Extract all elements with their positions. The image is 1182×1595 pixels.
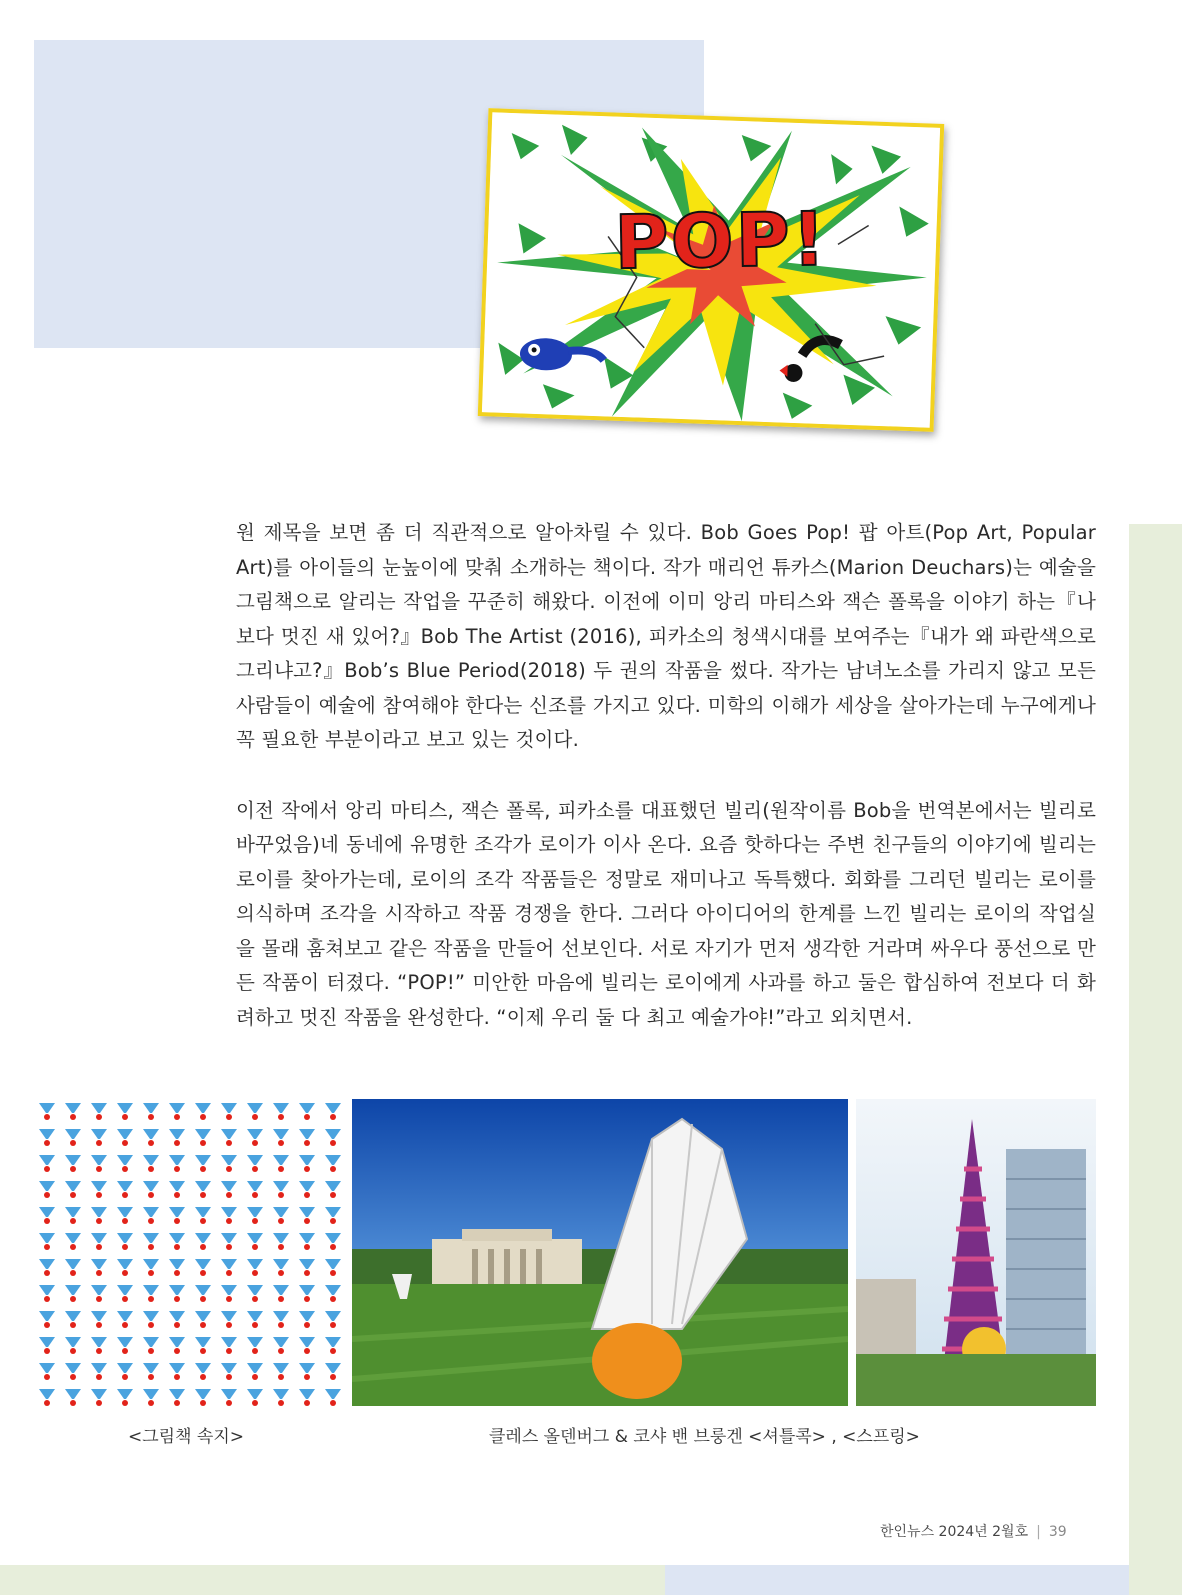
decorative-bottom-blue-band bbox=[665, 1565, 1129, 1595]
footer-separator: | bbox=[1036, 1524, 1041, 1540]
page-number: 39 bbox=[1048, 1524, 1067, 1540]
caption-sculptures: 클레스 올덴버그 & 코샤 밴 브룽겐 <셔틀콕> , <스프링> bbox=[489, 1427, 920, 1447]
decorative-green-strip bbox=[1129, 524, 1182, 1595]
cover-title: POP! bbox=[613, 196, 829, 287]
article-paragraph-1: 원 제목을 보면 좀 더 직관적으로 알아차릴 수 있다. Bob Goes Pop! 팝 아트(Pop Art, Popular Art)를 아이들의 눈높이에 맞춰 소개하는 책이다. 작가 매리언 튜카스(Marion Deuchars)는 예술을 그림책으로 알리는 작업을 꾸준히 해왔다. 이전에 이미 앙리 마티스와 잭슨 폴록을 이야기 하는『나보다 멋진 새 있어?』Bob The Artist (2016), 피카소의 청색시대를 보여주는『내가 왜 파란색으로 그리냐고?』Bob’s Blue Period(2018) 두 권의 작품을 썼다. 작가는 남녀노소를 가리지 않고 모든 사람들이 예술에 참여해야 한다는 신조를 가지고 있다. 미학의 이해가 세상을 살아가는데 누구에게나 꼭 필요한 부분이라고 보고 있는 것이다. bbox=[236, 521, 1096, 751]
pop-book-cover-image bbox=[478, 108, 944, 432]
decorative-bottom-green-band bbox=[0, 1565, 665, 1595]
spring-sculpture-photo bbox=[856, 1099, 1096, 1406]
publication-label: 한인뉴스 2024년 2월호 bbox=[880, 1524, 1029, 1540]
shuttlecock-sculpture-photo bbox=[352, 1099, 848, 1406]
article-body bbox=[236, 516, 1096, 1071]
endpaper-pattern-image bbox=[34, 1099, 344, 1406]
article-paragraph-2: 이전 작에서 앙리 마티스, 잭슨 폴록, 피카소를 대표했던 빌리(원작이름 Bob을 번역본에서는 빌리로 바꾸었음)네 동네에 유명한 조각가 로이가 이사 온다. 요즘 핫하다는 주변 친구들의 이야기에 빌리는 로이를 찾아가는데, 로이의 조각 작품들은 정말로 재미나고 독특했다. 회화를 그리던 빌리는 로이를 의식하며 조각을 시작하고 작품 경쟁을 한다. 그러다 아이디어의 한계를 느낀 빌리는 로이의 작업실을 몰래 훔쳐보고 같은 작품을 만들어 선보인다. 서로 자기가 먼저 생각한 거라며 싸우다 풍선으로 만든 작품이 터졌다. “POP!” 미안한 마음에 빌리는 로이에게 사과를 하고 둘은 합심하여 전보다 더 화려하고 멋진 작품을 완성한다. “이제 우리 둘 다 최고 예술가야!”라고 외치면서. bbox=[236, 798, 1096, 1029]
page-footer bbox=[880, 1521, 1067, 1541]
caption-endpaper: <그림책 속지> bbox=[128, 1427, 245, 1447]
